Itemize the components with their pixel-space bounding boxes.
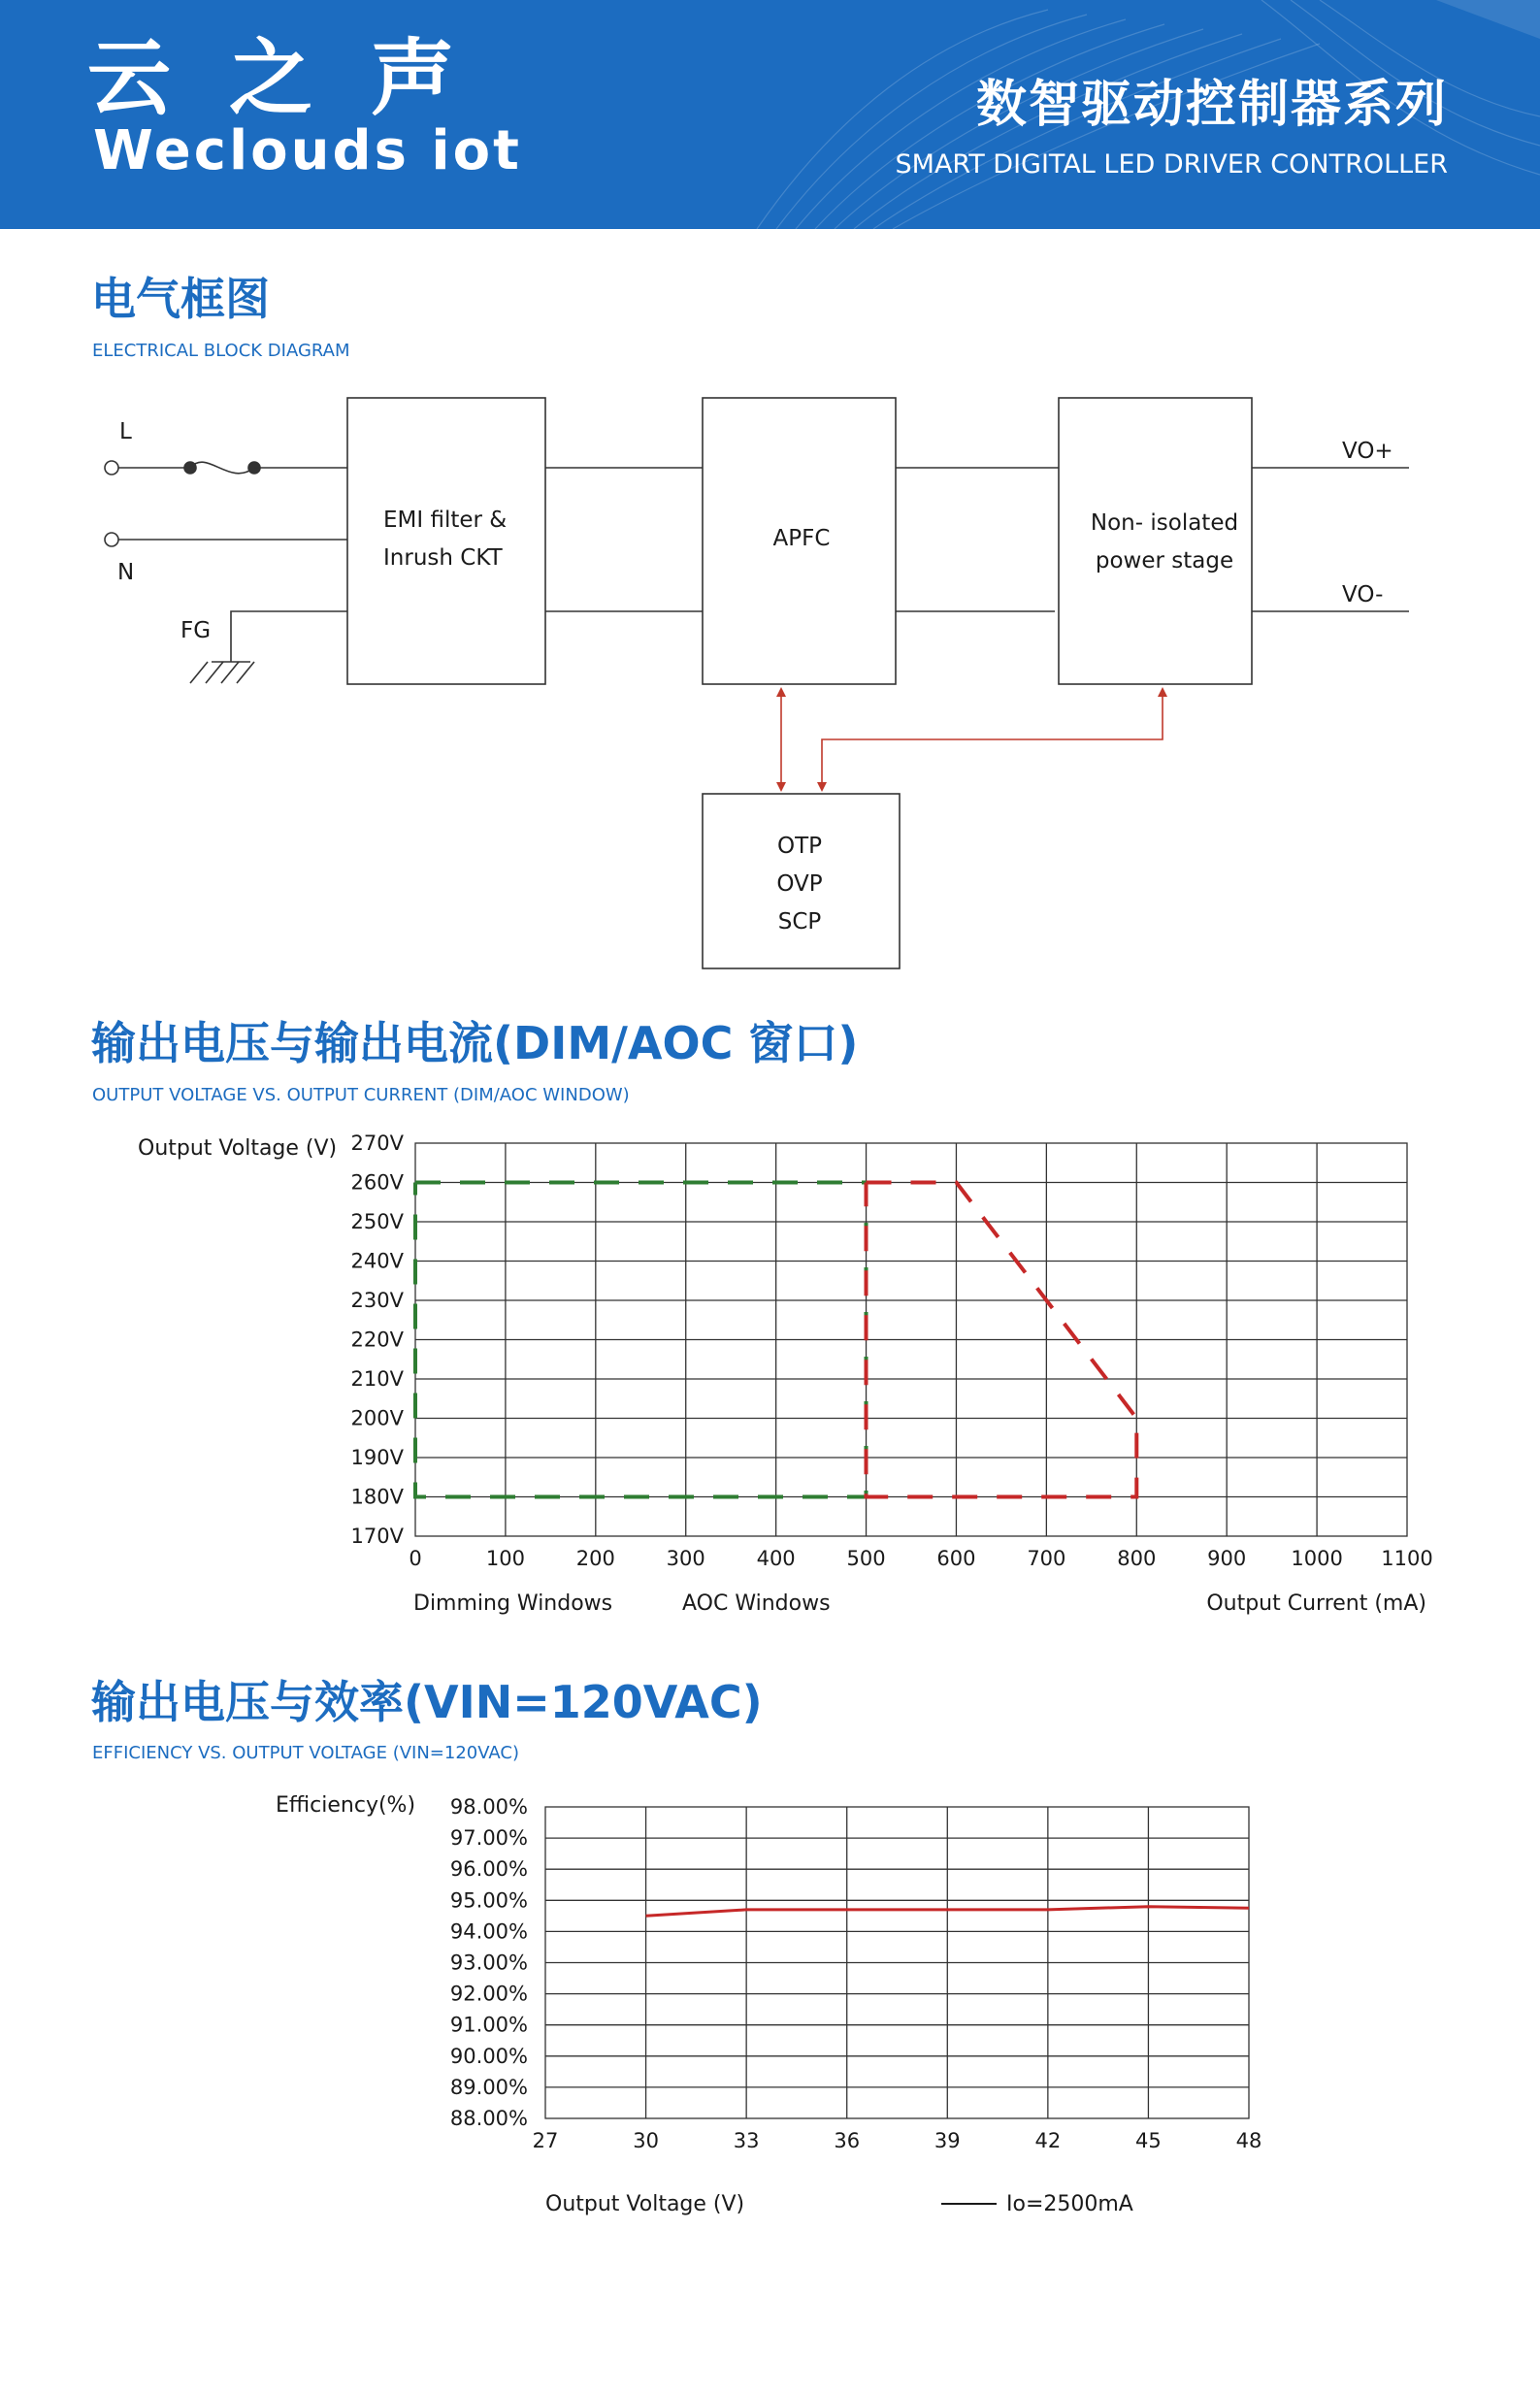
- eff-y-tick-label: 93.00%: [449, 1951, 528, 1975]
- terminal-l: [105, 461, 118, 475]
- stage-label-line2: power stage: [1095, 548, 1234, 574]
- series-title-en: SMART DIGITAL LED DRIVER CONTROLLER: [895, 149, 1448, 180]
- vi-y-tick-label: 180V: [350, 1485, 404, 1509]
- page-header: [0, 0, 1540, 229]
- apfc-label: APFC: [772, 526, 831, 551]
- eff-y-tick-label: 95.00%: [449, 1888, 528, 1913]
- prot-label-scp: SCP: [777, 909, 822, 935]
- vi-y-tick-label: 210V: [350, 1367, 404, 1391]
- vi-x-tick-label: 100: [485, 1547, 525, 1570]
- vi-y-tick-label: 170V: [350, 1525, 404, 1548]
- vi-y-tick-label: 230V: [350, 1289, 404, 1312]
- eff-x-tick-label: 33: [733, 2129, 760, 2152]
- power-stage-block: [1059, 398, 1252, 684]
- legend-io-label: Io=2500mA: [1006, 2192, 1133, 2216]
- vi-x-tick-label: 0: [409, 1547, 422, 1570]
- efficiency-chart-title: 输出电压与效率(VIN=120VAC): [91, 1676, 763, 1728]
- label-vo-plus: VO+: [1342, 439, 1393, 464]
- arrow-down-icon: [776, 782, 786, 792]
- label-fg: FG: [180, 618, 212, 643]
- vi-x-tick-label: 300: [666, 1547, 705, 1570]
- emi-filter-block: [347, 398, 545, 684]
- prot-label-otp: OTP: [776, 834, 823, 859]
- vi-y-tick-label: 250V: [350, 1210, 404, 1233]
- vi-x-tick-label: 500: [846, 1547, 886, 1570]
- voltage-current-chart: [0, 1116, 1540, 1621]
- label-vo-minus: VO-: [1342, 582, 1384, 607]
- vi-y-tick-label: 240V: [350, 1249, 404, 1273]
- vi-x-tick-label: 800: [1117, 1547, 1157, 1570]
- eff-x-tick-label: 39: [934, 2129, 961, 2152]
- vi-x-tick-label: 700: [1027, 1547, 1066, 1570]
- brand-cn-logo: 云之声: [87, 30, 512, 127]
- arrow-down-icon: [817, 782, 827, 792]
- vi-x-tick-label: 400: [756, 1547, 796, 1570]
- eff-y-tick-label: 94.00%: [449, 1919, 528, 1944]
- eff-y-tick-label: 97.00%: [449, 1826, 528, 1851]
- vi-chart-title: 输出电压与输出电流(DIM/AOC 窗口): [91, 1017, 859, 1069]
- label-l: L: [119, 419, 132, 444]
- efficiency-chart: [0, 1776, 1540, 2232]
- eff-x-tick-label: 36: [834, 2129, 861, 2152]
- eff-x-tick-label: 45: [1135, 2129, 1162, 2152]
- label-n: N: [117, 560, 135, 585]
- eff-y-tick-label: 92.00%: [449, 1982, 528, 2006]
- block-diagram-subtitle: ELECTRICAL BLOCK DIAGRAM: [92, 341, 350, 361]
- eff-y-tick-label: 90.00%: [449, 2044, 528, 2068]
- vi-x-tick-label: 1000: [1291, 1547, 1343, 1570]
- arrow-up-icon: [1158, 687, 1167, 697]
- vi-y-tick-label: 260V: [350, 1170, 404, 1195]
- eff-y-tick-label: 91.00%: [449, 2013, 528, 2037]
- legend-aoc-label: AOC Windows: [682, 1591, 831, 1616]
- emi-label-line1: EMI filter &: [383, 508, 508, 533]
- legend-dimming-label: Dimming Windows: [413, 1591, 613, 1616]
- terminal-n: [105, 533, 118, 546]
- eff-x-tick-label: 48: [1235, 2129, 1262, 2152]
- prot-label-ovp: OVP: [776, 871, 823, 897]
- vi-y-tick-label: 190V: [350, 1446, 404, 1469]
- eff-x-tick-label: 27: [532, 2129, 559, 2152]
- electrical-block-diagram: [0, 378, 1540, 980]
- efficiency-chart-subtitle: EFFICIENCY VS. OUTPUT VOLTAGE (VIN=120VAC): [92, 1743, 519, 1763]
- eff-x-axis-label: Output Voltage (V): [545, 2192, 745, 2216]
- feedback-lines: [781, 692, 1163, 786]
- stage-label-line1: Non- isolated: [1090, 510, 1239, 536]
- vi-x-tick-label: 900: [1207, 1547, 1247, 1570]
- arrow-up-icon: [776, 687, 786, 697]
- block-diagram-title: 电气框图: [91, 273, 270, 325]
- fuse-icon: [190, 462, 254, 474]
- emi-label-line2: Inrush CKT: [383, 545, 503, 571]
- vi-x-tick-label: 200: [575, 1547, 615, 1570]
- eff-y-tick-label: 98.00%: [449, 1795, 528, 1819]
- vi-y-axis-label: Output Voltage (V): [138, 1136, 338, 1161]
- brand-en-logo: Weclouds iot: [93, 119, 522, 182]
- vi-y-tick-label: 270V: [350, 1131, 404, 1155]
- eff-y-tick-label: 88.00%: [449, 2107, 528, 2130]
- vi-x-tick-label: 1100: [1381, 1547, 1433, 1570]
- eff-y-axis-label: Efficiency(%): [276, 1793, 416, 1818]
- vi-chart-subtitle: OUTPUT VOLTAGE VS. OUTPUT CURRENT (DIM/AOC WINDOW): [92, 1085, 630, 1105]
- eff-x-tick-label: 30: [633, 2129, 659, 2152]
- vi-y-tick-label: 220V: [350, 1328, 404, 1352]
- series-title-cn: 数智驱动控制器系列: [975, 76, 1448, 134]
- vi-x-axis-label: Output Current (mA): [1206, 1591, 1426, 1616]
- eff-x-tick-label: 42: [1034, 2129, 1062, 2152]
- eff-y-tick-label: 89.00%: [449, 2075, 528, 2099]
- eff-y-tick-label: 96.00%: [449, 1857, 528, 1882]
- vi-x-tick-label: 600: [936, 1547, 976, 1570]
- vi-y-tick-label: 200V: [350, 1406, 404, 1430]
